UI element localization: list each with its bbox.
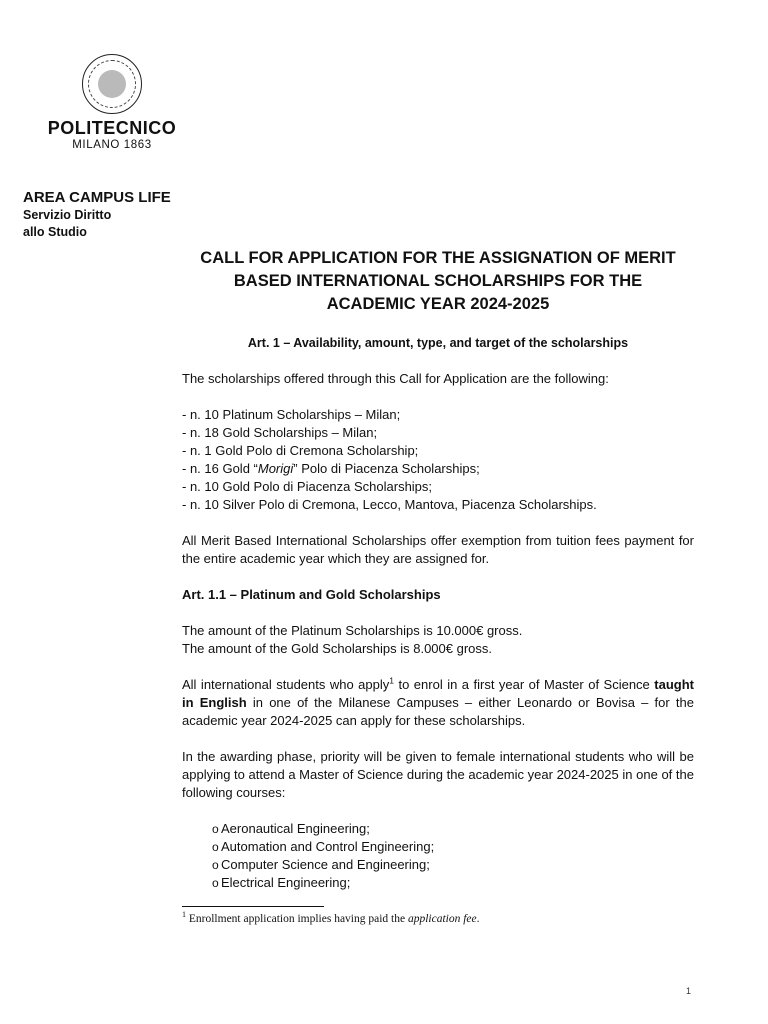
list-item-text: ” Polo di Piacenza Scholarships; [293,461,480,476]
eligibility-text: to enrol in a first year of Master of Science [394,677,655,692]
circle-bullet-icon: o [212,858,219,872]
document-body [182,334,694,892]
list-item [212,856,694,874]
course-name: Computer Science and Engineering; [221,857,430,872]
scholarships-intro: The scholarships offered through this Call for Application are the following: [182,371,609,386]
page-number: 1 [686,986,692,996]
eligibility-bold: taught in English [182,677,694,710]
list-item: - n. 10 Platinum Scholarships – Milan; [182,407,401,422]
list-item [212,820,694,838]
course-name: Automation and Control Engineering; [221,839,435,854]
circle-bullet-icon: o [212,840,219,854]
scholarship-list [182,406,694,514]
article-1-1-heading: Art. 1.1 – Platinum and Gold Scholarships [182,587,441,602]
eligibility-text: All international students who apply [182,677,390,692]
list-item [182,460,694,478]
footnote-italic: application fee [407,913,477,925]
article-1-heading: Art. 1 – Availability, amount, type, and target of the scholarships [247,336,629,350]
footnote-text: . [476,913,480,925]
footnote-text: Enrollment application implies having paid the [186,913,408,925]
eligibility-paragraph [182,676,694,730]
department-block [23,188,171,241]
document-title [182,247,694,316]
priority-paragraph: In the awarding phase, priority will be given to female international students who will be applying to attend a Master of Science during the academic year 2024-2025 in one of the following courses: [182,749,694,800]
course-name: Aeronautical Engineering; [221,821,370,836]
footnote-marker: 1 [182,910,186,920]
politecnico-logo [44,54,180,151]
exemption-paragraph: All Merit Based International Scholarships offer exemption from tuition fees payment for the entire academic year which they are assigned for. [182,533,694,566]
logo-name: POLITECNICO [47,118,177,138]
title-line-1: CALL FOR APPLICATION FOR THE ASSIGNATION OF MERIT [200,249,676,267]
platinum-amount: The amount of the Platinum Scholarships is 10.000€ gross. [182,623,523,638]
logo-subtitle: MILANO 1863 [72,139,152,151]
gold-amount: The amount of the Gold Scholarships is 8.000€ gross. [182,641,493,656]
area-title: AREA CAMPUS LIFE [23,189,171,206]
list-item [212,838,694,856]
office-name-line-1: Servizio Diritto [23,208,112,222]
footnote [182,910,480,925]
office-name-line-2: allo Studio [23,225,87,239]
list-item: - n. 18 Gold Scholarships – Milan; [182,425,378,440]
list-item-italic: Morigi [257,461,294,476]
list-item: - n. 10 Silver Polo di Cremona, Lecco, Mantova, Piacenza Scholarships. [182,497,597,512]
eligibility-text: in one of the Milanese Campuses – either Leonardo or Bovisa – for the academic year 2024-2025 can apply for these scholarships. [182,695,694,728]
circle-bullet-icon: o [212,822,219,836]
title-line-2: BASED INTERNATIONAL SCHOLARSHIPS FOR THE [233,272,643,290]
circle-bullet-icon: o [212,876,219,890]
university-seal-icon [82,54,142,114]
list-item [212,874,694,892]
footnote-divider [182,906,324,907]
list-item-text: - n. 16 Gold “ [182,461,258,476]
list-item: - n. 10 Gold Polo di Piacenza Scholarships; [182,479,433,494]
footnote-reference: 1 [389,675,394,686]
list-item: - n. 1 Gold Polo di Cremona Scholarship; [182,443,419,458]
course-name: Electrical Engineering; [221,875,351,890]
title-line-3: ACADEMIC YEAR 2024-2025 [326,295,550,313]
course-list [182,820,694,892]
